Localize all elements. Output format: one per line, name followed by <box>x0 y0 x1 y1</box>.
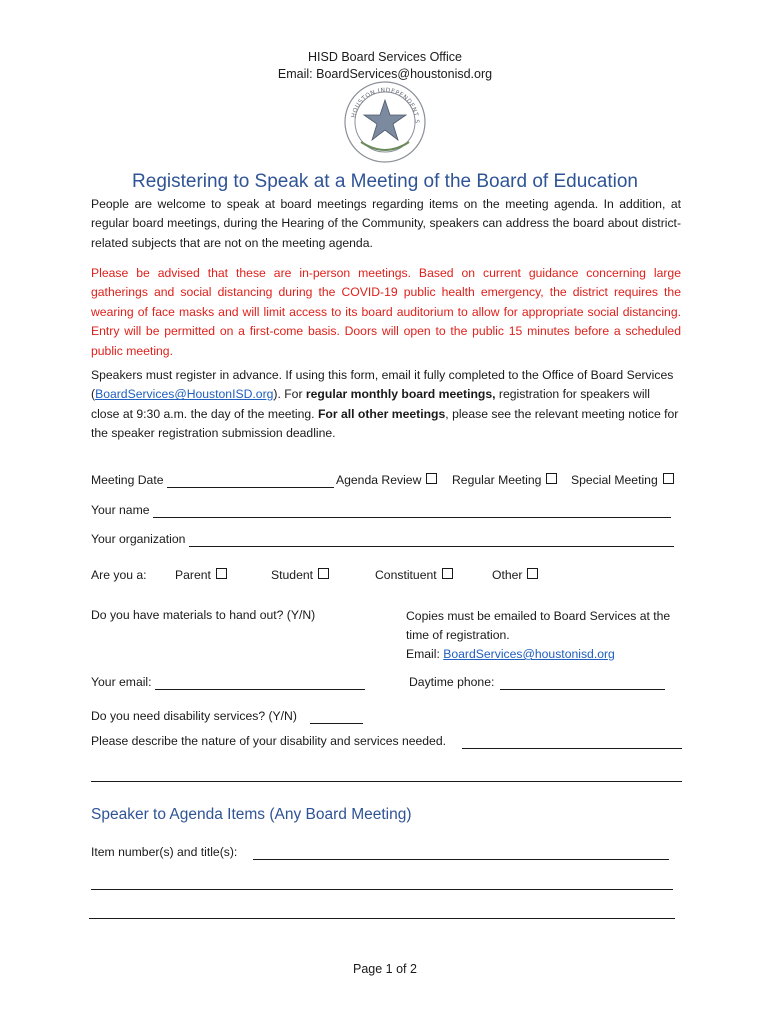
your-name-field[interactable] <box>153 517 671 518</box>
district-seal <box>343 80 427 164</box>
special-meeting-checkbox[interactable] <box>663 473 674 484</box>
item-titles-line-2[interactable] <box>89 918 675 919</box>
your-organization-label: Your organization <box>91 532 186 546</box>
constituent-option[interactable]: Constituent <box>375 568 453 582</box>
page-number: Page 1 of 2 <box>353 962 417 976</box>
covid-notice: Please be advised that these are in-person meetings. Based on current guidance concerning large gatherings and social distancing during the COVID-19 public health emergency, the district requires the wearing of face masks and will limit access to its board auditorium to allow for appropriate social distancing. Entry will be permitted on a first-come basis. Doors will open to the public 15 minutes before a scheduled public meeting. <box>91 266 681 358</box>
meeting-date-field[interactable] <box>167 487 334 488</box>
svg-text:HOUSTON INDEPENDENT SCHOOL DIS: HOUSTON INDEPENDENT S <box>350 86 421 124</box>
are-you-label: Are you a: <box>91 568 147 582</box>
materials-question: Do you have materials to hand out? (Y/N) <box>91 608 316 622</box>
other-checkbox[interactable] <box>527 568 538 579</box>
agenda-review-checkbox[interactable] <box>426 473 437 484</box>
agenda-items-heading: Speaker to Agenda Items (Any Board Meeting) <box>91 806 412 823</box>
intro-paragraph: People are welcome to speak at board meetings regarding items on the meeting agenda. In addition, at regular board meetings, during the Hearing of the Community, speakers can address the board about district-related subjects that are not on the meeting agenda. <box>91 197 681 250</box>
office-email: Email: BoardServices@houstonisd.org <box>277 67 493 81</box>
board-services-email-link[interactable]: BoardServices@HoustonISD.org <box>95 387 274 402</box>
parent-option[interactable]: Parent <box>175 568 227 582</box>
disability-describe-field[interactable] <box>462 748 682 749</box>
your-email-field[interactable] <box>155 689 365 690</box>
disability-describe-label: Please describe the nature of your disability and services needed. <box>91 734 447 748</box>
student-checkbox[interactable] <box>318 568 329 579</box>
disability-yn-field[interactable] <box>310 723 363 724</box>
item-numbers-label: Item number(s) and title(s): <box>91 845 238 859</box>
regular-meeting-option[interactable]: Regular Meeting <box>452 473 557 487</box>
copies-note-line-1: Copies must be emailed to Board Services at the <box>406 609 671 623</box>
other-option[interactable]: Other <box>492 568 538 582</box>
copies-email-link[interactable]: BoardServices@houstonisd.org <box>443 647 615 661</box>
agenda-review-option[interactable]: Agenda Review <box>336 473 437 487</box>
daytime-phone-field[interactable] <box>500 689 665 690</box>
office-name: HISD Board Services Office <box>308 50 462 64</box>
your-name-label: Your name <box>91 503 150 517</box>
your-organization-field[interactable] <box>189 546 674 547</box>
copies-email-line: Email: BoardServices@houstonisd.org <box>406 647 615 661</box>
your-email-label: Your email: <box>91 675 152 689</box>
daytime-phone-label: Daytime phone: <box>409 675 495 689</box>
constituent-checkbox[interactable] <box>442 568 453 579</box>
item-numbers-field[interactable] <box>253 859 669 860</box>
regular-meeting-checkbox[interactable] <box>546 473 557 484</box>
registration-paragraph: Speakers must register in advance. If using this form, email it fully completed to the Office of Board Services (BoardServices@HoustonISD.org). For regular monthly board meetings, registration for speakers will close at 9:30 a.m. the day of the meeting. For all other meetings, please see the relevant meeting notice for the speaker registration submission deadline. <box>91 368 679 441</box>
disability-question: Do you need disability services? (Y/N) <box>91 709 297 723</box>
student-option[interactable]: Student <box>271 568 329 582</box>
item-titles-line-1[interactable] <box>91 889 673 890</box>
disability-describe-field-line-2[interactable] <box>91 781 682 782</box>
parent-checkbox[interactable] <box>216 568 227 579</box>
meeting-date-label: Meeting Date <box>91 473 164 487</box>
special-meeting-option[interactable]: Special Meeting <box>571 473 674 487</box>
page-title: Registering to Speak at a Meeting of the Board of Education <box>132 171 638 192</box>
copies-note-line-2: time of registration. <box>406 628 510 642</box>
